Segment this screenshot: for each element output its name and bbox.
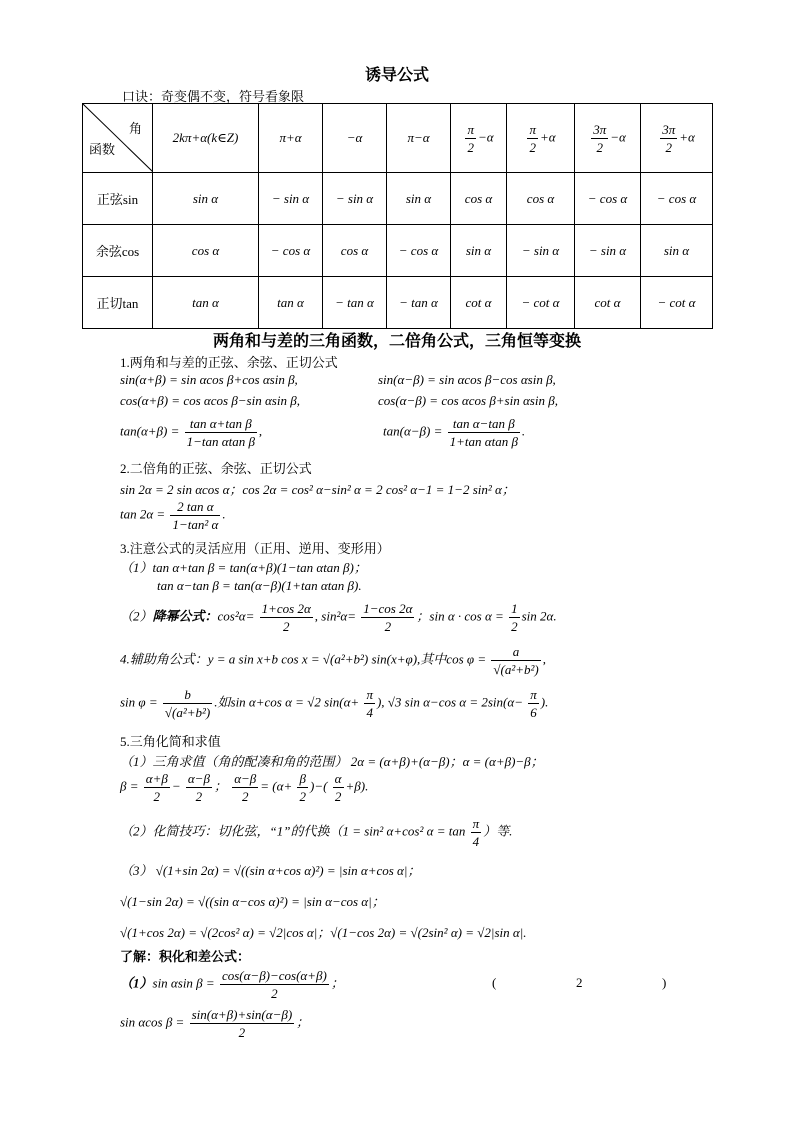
table-cell: cos α [507, 173, 575, 225]
table-cell: − sin α [323, 173, 387, 225]
formula-line: sin φ = $\frac{b}{\text{√(a²+b²)}}$ .如sin α+cos α = √2 sin(α+ $\frac{\pi}{4}$ ), √3 sin α−cos α = 2sin(α− $\frac{\pi}{6}$ ). [120, 687, 549, 720]
table-cell: cot α [575, 277, 641, 329]
formula-line: tan α−tan β = tan(α−β)(1+tan αtan β). [157, 578, 362, 593]
header-cell: −α [323, 104, 387, 173]
formula-line: sin αcos β = $\frac{\sin(\alpha+\beta)+\sin(\alpha-\beta)}{2}$ ； [120, 1007, 310, 1040]
mnemonic: 口诀：奇变偶不变，符号看象限 [122, 89, 305, 104]
formula-line: tan(α+β) = $\frac{\text{tan α+tan β}}{\text{1−tan αtan β}}$ , [120, 416, 263, 449]
formula-line: sin 2α = 2 sin αcos α；cos 2α = cos² α−sin² α = 2 cos² α−1 = 1−2 sin² α； [120, 482, 515, 497]
formula-line: 4.辅助角公式：y = a sin x+b cos x = √(a²+b²) sin(x+φ),其中cos φ = $\frac{a}{\text{√(a²+b²)}}$ , [120, 644, 546, 677]
table-cell: − cot α [507, 277, 575, 329]
section-title: 两角和与差的三角函数，二倍角公式，三角恒等变换 [212, 333, 581, 350]
table-cell: − cos α [259, 225, 323, 277]
table-cell: cos α [323, 225, 387, 277]
header-cell: $\frac{3\pi}{2}$ −α [575, 104, 641, 173]
paren-close: ) [662, 975, 667, 990]
table-row-cos [83, 225, 713, 277]
table-row-sin [83, 173, 713, 225]
table-cell: sin α [451, 225, 507, 277]
fraction: $\frac{3\pi}{2}$ [593, 121, 607, 155]
s5-heading: 5.三角化简和求值 [120, 734, 221, 749]
header-cell: π−α [387, 104, 451, 173]
table-cell: − sin α [507, 225, 575, 277]
formula-line: （1）tan α+tan β = tan(α+β)(1−tan αtan β)； [120, 560, 367, 575]
formula-line: β = $\frac{\alpha+\beta}{2}$ − $\frac{\alpha-\beta}{2}$ ； $\frac{\alpha-\beta}{2}$ = (α+ $\frac{\beta}{2}$ )−( $\frac{\alpha}{2}$ +β). [120, 771, 369, 804]
header-cell: $\frac{3\pi}{2}$ +α [641, 104, 713, 173]
table-cell: − cos α [575, 173, 641, 225]
table-cell: − cos α [387, 225, 451, 277]
table-cell: tan α [259, 277, 323, 329]
table-row-tan [83, 277, 713, 329]
table-cell: cos α [451, 173, 507, 225]
formula-line: tan(α−β) = $\frac{\text{tan α−tan β}}{\text{1+tan αtan β}}$ . [383, 416, 526, 449]
header-cell: $\frac{\pi}{2}$ −α [451, 104, 507, 173]
formula-line: （2）降幂公式：cos²α= $\frac{1+\cos 2\alpha}{2}$ , sin²α= $\frac{1-\cos 2\alpha}{2}$ ；sin α · cos α = $\frac{1}{2}$ sin 2α. [120, 601, 557, 634]
fraction: $\frac{\pi}{2}$ [467, 121, 474, 155]
row-header: 余弦cos [83, 225, 153, 277]
formula-line: （1）三角求值（角的配凑和角的范围） 2α = (α+β)+(α−β)；α = (α+β)−β； [120, 754, 544, 769]
page-title: 诱导公式 [364, 67, 429, 84]
s1-heading: 1.两角和与差的正弦、余弦、正切公式 [120, 355, 338, 370]
formula-line: √(1+cos 2α) = √(2cos² α) = √2|cos α|；√(1−cos 2α) = √(2sin² α) = √2|sin α|. [120, 925, 527, 940]
table-corner-cell [83, 104, 153, 173]
table-cell: sin α [153, 173, 259, 225]
formula-line: （3） √(1+sin 2α) = √((sin α+cos α)²) = |sin α+cos α|； [120, 863, 421, 878]
table-cell: sin α [641, 225, 713, 277]
s3-heading: 3.注意公式的灵活应用（正用、逆用、变形用） [120, 541, 390, 556]
fraction: $\frac{\pi}{2}$ [529, 121, 536, 155]
row-header: 正切tan [83, 277, 153, 329]
formula-line: （2）化简技巧：切化弦，“1”的代换（1 = sin² α+cos² α = tan $\frac{\pi}{4}$ ）等. [120, 816, 513, 849]
header-cell: 2kπ+α(k∈Z) [153, 104, 259, 173]
s2-heading: 2.二倍角的正弦、余弦、正切公式 [120, 461, 312, 476]
paren-number: 2 [576, 975, 583, 990]
table-cell: − cos α [641, 173, 713, 225]
table-cell: − tan α [323, 277, 387, 329]
table-cell: − tan α [387, 277, 451, 329]
fraction: $\frac{3\pi}{2}$ [662, 121, 676, 155]
table-cell: sin α [387, 173, 451, 225]
table-header-row [83, 104, 713, 173]
header-cell: $\frac{\pi}{2}$ +α [507, 104, 575, 173]
formula-line: tan 2α = $\frac{\text{2 tan α}}{\text{1−tan² α}}$ . [120, 499, 226, 532]
paren-open: ( [492, 975, 497, 990]
formula-line: cos(α+β) = cos αcos β−sin αsin β, [120, 393, 300, 408]
table-cell: cos α [153, 225, 259, 277]
table-cell: − sin α [575, 225, 641, 277]
formula-line: （1）sin αsin β = $\frac{\cos(\alpha-\beta)-\cos(\alpha+\beta)}{2}$ ； [120, 968, 344, 1001]
row-header: 正弦sin [83, 173, 153, 225]
formula-line: cos(α−β) = cos αcos β+sin αsin β, [378, 393, 558, 408]
table-cell: cot α [451, 277, 507, 329]
table-cell: − sin α [259, 173, 323, 225]
header-cell: π+α [259, 104, 323, 173]
formula-line: sin(α+β) = sin αcos β+cos αsin β, [120, 372, 298, 387]
understand-heading: 了解：积化和差公式： [120, 949, 251, 964]
corner-angle-label: 角 [128, 121, 142, 136]
corner-function-label: 函数 [89, 142, 116, 157]
table-cell: tan α [153, 277, 259, 329]
formula-line: √(1−sin 2α) = √((sin α−cos α)²) = |sin α−cos α|； [120, 894, 385, 909]
induction-formula-table [82, 103, 713, 329]
formula-line: sin(α−β) = sin αcos β−cos αsin β, [378, 372, 556, 387]
table-cell: − cot α [641, 277, 713, 329]
